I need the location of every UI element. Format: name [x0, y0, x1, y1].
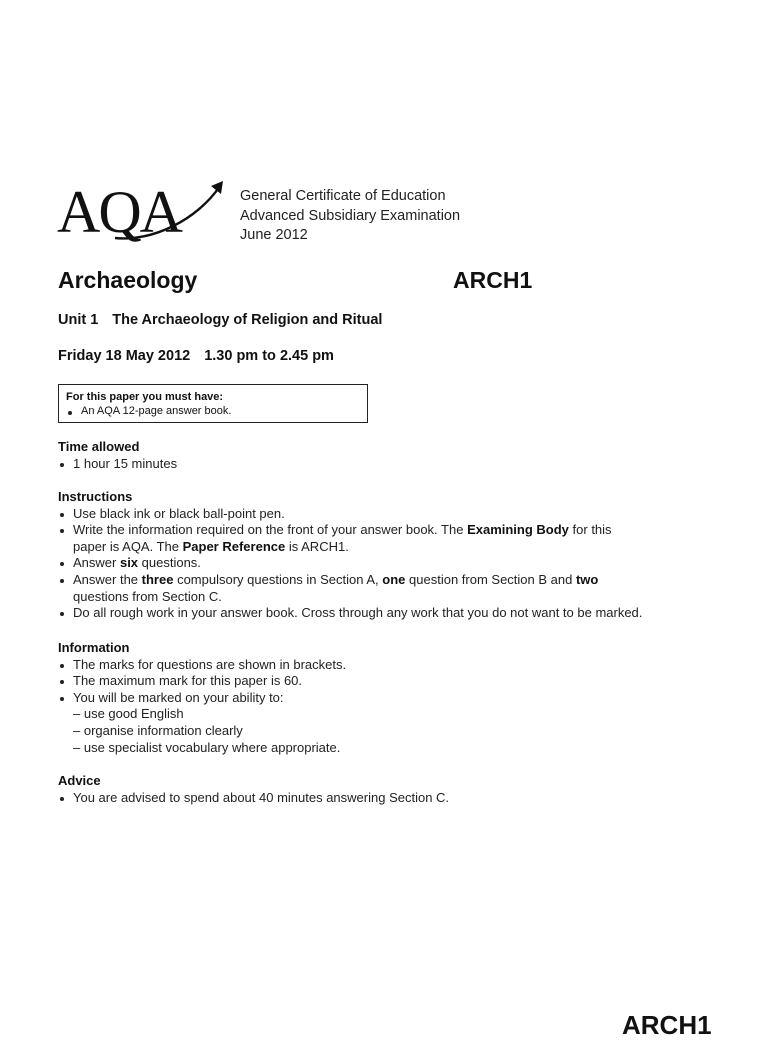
aqa-logo [57, 180, 227, 250]
information-item: You will be marked on your ability to: [58, 690, 346, 707]
materials-item: An AQA 12-page answer book. [66, 404, 360, 418]
time-allowed-item: 1 hour 15 minutes [58, 456, 177, 473]
information-sub-item: – organise information clearly [73, 722, 243, 738]
instruction-item: Answer six questions. [58, 555, 642, 572]
exam-date-line [58, 347, 334, 365]
information-sub-item: – use specialist vocabulary where appropriate. [73, 739, 341, 755]
session-line: June 2012 [240, 227, 308, 243]
paper-code: ARCH1 [453, 267, 533, 293]
certificate-info [240, 187, 460, 246]
information-sub-item: – use good English [73, 706, 184, 722]
instruction-item-continued: questions from Section C. [73, 588, 222, 604]
instruction-item: Use black ink or black ball-point pen. [58, 506, 642, 523]
instruction-item-continued: paper is AQA. The Paper Reference is ARCH1. [73, 538, 349, 554]
unit-title: The Archaeology of Religion and Ritual [112, 312, 383, 328]
materials-box-title: For this paper you must have: [66, 391, 224, 403]
materials-box [58, 384, 368, 423]
time-allowed-title: Time allowed [58, 439, 140, 454]
certificate-line: General Certificate of Education [240, 188, 446, 204]
instructions-section [58, 489, 642, 622]
instruction-item: Do all rough work in your answer book. Cross through any work that you do not want to be marked. [58, 605, 642, 622]
unit-label: Unit 1 [58, 312, 99, 328]
footer-paper-code: ARCH1 [622, 1010, 712, 1040]
advice-item: You are advised to spend about 40 minutes answering Section C. [58, 790, 449, 807]
subject-title: Archaeology [58, 267, 198, 293]
examination-line: Advanced Subsidiary Examination [240, 207, 461, 224]
instruction-item: Answer the three compulsory questions in Section A, one question from Section B and two [58, 572, 642, 589]
unit-line [58, 311, 382, 329]
advice-title: Advice [58, 773, 101, 788]
aqa-logo-text: AQA [57, 179, 181, 245]
instructions-title: Instructions [58, 489, 133, 504]
information-item: The marks for questions are shown in brackets. [58, 657, 346, 674]
instruction-item: Write the information required on the front of your answer book. The Examining Body for this [58, 522, 642, 539]
information-title: Information [58, 640, 130, 655]
advice-section [58, 773, 449, 806]
exam-date: Friday 18 May 2012 [58, 348, 191, 364]
swoosh-arrow-icon [57, 180, 227, 250]
information-item: The maximum mark for this paper is 60. [58, 673, 346, 690]
information-section [58, 640, 346, 756]
exam-time: 1.30 pm to 2.45 pm [204, 348, 334, 364]
time-allowed-section [58, 439, 177, 472]
